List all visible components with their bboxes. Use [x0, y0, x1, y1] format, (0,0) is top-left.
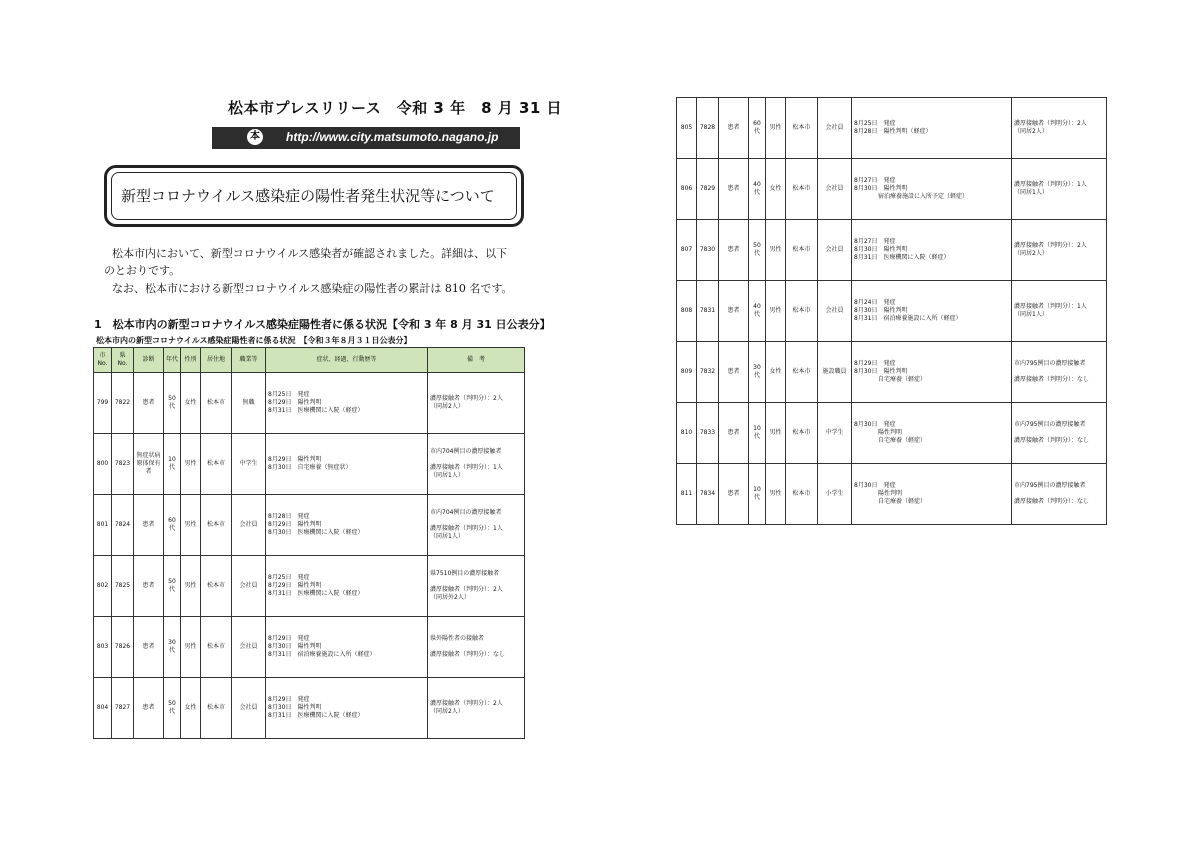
table-row: [677, 403, 1107, 464]
cell-diagnosis: 患者: [134, 617, 164, 678]
cell-pref-no: 7824: [112, 495, 134, 556]
cell-occupation: 会社員: [232, 495, 266, 556]
cell-note: 県外陽性者の接触者 濃厚接触者（判明分）：なし: [428, 617, 525, 678]
cell-city-no: 800: [94, 434, 112, 495]
cell-diagnosis: 患者: [719, 220, 749, 281]
table-header-row: [94, 348, 525, 373]
cell-city-no: 807: [677, 220, 697, 281]
cell-occupation: 会社員: [818, 98, 852, 159]
cell-city-no: 811: [677, 464, 697, 525]
cell-city-no: 803: [94, 617, 112, 678]
cell-residence: 松本市: [786, 342, 818, 403]
cell-age: 50代: [164, 556, 181, 617]
table-row: [94, 556, 525, 617]
cell-pref-no: 7827: [112, 678, 134, 739]
cell-city-no: 805: [677, 98, 697, 159]
cell-sex: 女性: [181, 678, 201, 739]
cell-occupation: 会社員: [818, 281, 852, 342]
document-title-box: [104, 165, 524, 227]
cell-course: 8月30日 発症 陽性判明 自宅療養（軽症）: [852, 403, 1012, 464]
cell-age: 50代: [164, 678, 181, 739]
cell-pref-no: 7828: [697, 98, 719, 159]
table-row: [677, 220, 1107, 281]
cell-sex: 男性: [766, 464, 786, 525]
cell-occupation: 会社員: [232, 617, 266, 678]
table-caption: 松本市内の新型コロナウイルス感染症陽性者に係る状況 【令和３年８月３１日公表分】: [96, 336, 412, 345]
cell-note: 濃厚接触者（判明分）：2人 （同居2人）: [1012, 220, 1107, 281]
cell-diagnosis: 無症状病 原体保有 者: [134, 434, 164, 495]
cell-sex: 女性: [766, 159, 786, 220]
cell-occupation: 小学生: [818, 464, 852, 525]
cell-sex: 男性: [181, 617, 201, 678]
col-header-age: 年代: [164, 348, 181, 373]
cell-residence: 松本市: [786, 281, 818, 342]
cell-diagnosis: 患者: [719, 281, 749, 342]
intro-paragraph-line1: 松本市内において、新型コロナウイルス感染者が確認されました。詳細は、以下: [112, 247, 508, 260]
cell-pref-no: 7833: [697, 403, 719, 464]
table-row: [677, 342, 1107, 403]
cell-residence: 松本市: [201, 495, 232, 556]
cell-course: 8月29日 発症 8月30日 陽性判明 8月31日 医療機関に入院（軽症）: [266, 678, 428, 739]
cell-residence: 松本市: [786, 159, 818, 220]
cell-city-no: 806: [677, 159, 697, 220]
cell-diagnosis: 患者: [134, 495, 164, 556]
cell-diagnosis: 患者: [719, 159, 749, 220]
col-header-pref-no: 県 No.: [112, 348, 134, 373]
cell-course: 8月29日 陽性判明 8月30日 自宅療養（無症状）: [266, 434, 428, 495]
cell-diagnosis: 患者: [719, 98, 749, 159]
cell-note: 濃厚接触者（判明分）：1人 （同居1人）: [1012, 159, 1107, 220]
cell-city-no: 799: [94, 373, 112, 434]
cell-course: 8月27日 発症 8月30日 陽性判明 8月31日 医療機関に入院（軽症）: [852, 220, 1012, 281]
cell-course: 8月29日 発症 8月30日 陽性判明 自宅療養（軽症）: [852, 342, 1012, 403]
cell-course: 8月30日 発症 陽性判明 自宅療養（軽症）: [852, 464, 1012, 525]
cell-note: 濃厚接触者（判明分）：2人 （同居2人）: [428, 373, 525, 434]
col-header-note: 備 考: [428, 348, 525, 373]
cell-diagnosis: 患者: [134, 373, 164, 434]
cell-note: 市内795例目の濃厚接触者 濃厚接触者（判明分）：なし: [1012, 403, 1107, 464]
cell-age: 30代: [164, 617, 181, 678]
cell-residence: 松本市: [201, 434, 232, 495]
cell-note: 市内795例目の濃厚接触者 濃厚接触者（判明分）：なし: [1012, 464, 1107, 525]
intro-paragraph-line2: なお、松本市における新型コロナウイルス感染症の陽性者の累計は 810 名です。: [112, 282, 513, 295]
cell-age: 10代: [749, 403, 766, 464]
cases-table-left: [93, 347, 525, 739]
cell-age: 30代: [749, 342, 766, 403]
press-release-title: 松本市プレスリリース 令和 3 年 8 月 31 日: [228, 99, 563, 117]
cell-occupation: 無職: [232, 373, 266, 434]
cell-note: 市内795例目の濃厚接触者 濃厚接触者（判明分）：なし: [1012, 342, 1107, 403]
cell-residence: 松本市: [786, 220, 818, 281]
cell-city-no: 809: [677, 342, 697, 403]
cell-pref-no: 7825: [112, 556, 134, 617]
cell-note: 濃厚接触者（判明分）：2人 （同居2人）: [428, 678, 525, 739]
cell-pref-no: 7826: [112, 617, 134, 678]
cell-note: 市内704例目の濃厚接触者 濃厚接触者（判明分）：1人 （同居1人）: [428, 495, 525, 556]
cell-pref-no: 7830: [697, 220, 719, 281]
cell-note: 県7510例目の濃厚接触者 濃厚接触者（判明分）：2人 （同居外2人）: [428, 556, 525, 617]
section-heading: 1 松本市内の新型コロナウイルス感染症陽性者に係る状況【令和 3 年 8 月 31 日公表分】: [94, 318, 551, 331]
cell-occupation: 中学生: [818, 403, 852, 464]
cell-sex: 女性: [181, 373, 201, 434]
col-header-diagnosis: 診断: [134, 348, 164, 373]
cell-note: 市内704例目の濃厚接触者 濃厚接触者（判明分）：1人 （同居1人）: [428, 434, 525, 495]
cell-age: 40代: [749, 281, 766, 342]
cell-sex: 男性: [766, 403, 786, 464]
cell-sex: 男性: [766, 98, 786, 159]
cell-occupation: 会社員: [818, 159, 852, 220]
table-row: [677, 98, 1107, 159]
col-header-city-no: 市 No.: [94, 348, 112, 373]
cell-sex: 男性: [181, 556, 201, 617]
cell-diagnosis: 患者: [134, 556, 164, 617]
cell-residence: 松本市: [201, 373, 232, 434]
cell-pref-no: 7822: [112, 373, 134, 434]
url-banner: [212, 127, 520, 149]
cases-table-right: [676, 97, 1107, 525]
cell-city-no: 804: [94, 678, 112, 739]
cell-city-no: 801: [94, 495, 112, 556]
cell-city-no: 810: [677, 403, 697, 464]
cell-residence: 松本市: [786, 98, 818, 159]
table-row: [94, 434, 525, 495]
city-seal-icon: 本: [247, 129, 263, 145]
col-header-residence: 居住地: [201, 348, 232, 373]
city-url-link[interactable]: http://www.city.matsumoto.nagano.jp: [286, 130, 499, 144]
cell-diagnosis: 患者: [719, 403, 749, 464]
cell-age: 60代: [749, 98, 766, 159]
table-row: [94, 678, 525, 739]
cell-pref-no: 7829: [697, 159, 719, 220]
cell-occupation: 会社員: [232, 556, 266, 617]
cell-course: 8月25日 発症 8月28日 陽性判明（軽症）: [852, 98, 1012, 159]
cell-age: 10代: [749, 464, 766, 525]
cell-city-no: 802: [94, 556, 112, 617]
cell-course: 8月24日 発症 8月30日 陽性判明 8月31日 宿泊療養施設に入所（軽症）: [852, 281, 1012, 342]
intro-paragraph-line1b: のとおりです。: [104, 264, 181, 277]
table-row: [677, 464, 1107, 525]
cell-sex: 男性: [181, 434, 201, 495]
table-row: [94, 373, 525, 434]
cell-city-no: 808: [677, 281, 697, 342]
cell-diagnosis: 患者: [719, 464, 749, 525]
col-header-course: 症状、経過、行動歴等: [266, 348, 428, 373]
cell-sex: 男性: [181, 495, 201, 556]
cell-diagnosis: 患者: [719, 342, 749, 403]
cell-residence: 松本市: [786, 464, 818, 525]
cell-residence: 松本市: [201, 617, 232, 678]
cell-residence: 松本市: [201, 678, 232, 739]
cell-age: 50代: [749, 220, 766, 281]
cell-course: 8月25日 発症 8月29日 陽性判明 8月31日 医療機関に入院（軽症）: [266, 373, 428, 434]
cell-sex: 男性: [766, 281, 786, 342]
cell-course: 8月27日 発症 8月30日 陽性判明 宿泊療養施設に入所予定（軽症）: [852, 159, 1012, 220]
cell-age: 50代: [164, 373, 181, 434]
cell-pref-no: 7832: [697, 342, 719, 403]
cell-occupation: 中学生: [232, 434, 266, 495]
cell-pref-no: 7831: [697, 281, 719, 342]
table-row: [677, 159, 1107, 220]
cell-sex: 男性: [766, 220, 786, 281]
cell-course: 8月29日 発症 8月30日 陽性判明 8月31日 宿泊療養施設に入所（軽症）: [266, 617, 428, 678]
cell-sex: 女性: [766, 342, 786, 403]
col-header-occupation: 職業等: [232, 348, 266, 373]
table-row: [94, 617, 525, 678]
cell-pref-no: 7834: [697, 464, 719, 525]
table-row: [677, 281, 1107, 342]
cell-age: 10代: [164, 434, 181, 495]
document-title: 新型コロナウイルス感染症の陽性者発生状況等について: [121, 187, 495, 205]
cell-residence: 松本市: [201, 556, 232, 617]
cell-occupation: 会社員: [232, 678, 266, 739]
cell-course: 8月25日 発症 8月29日 陽性判明 8月31日 医療機関に入院（軽症）: [266, 556, 428, 617]
cell-pref-no: 7823: [112, 434, 134, 495]
cell-note: 濃厚接触者（判明分）：2人 （同居2人）: [1012, 98, 1107, 159]
cell-course: 8月28日 発症 8月29日 陽性判明 8月30日 医療機関に入院（軽症）: [266, 495, 428, 556]
cell-occupation: 施設職員: [818, 342, 852, 403]
cell-age: 60代: [164, 495, 181, 556]
cell-diagnosis: 患者: [134, 678, 164, 739]
table-row: [94, 495, 525, 556]
cell-age: 40代: [749, 159, 766, 220]
col-header-sex: 性別: [181, 348, 201, 373]
cell-occupation: 会社員: [818, 220, 852, 281]
cell-residence: 松本市: [786, 403, 818, 464]
cell-note: 濃厚接触者（判明分）：1人 （同居1人）: [1012, 281, 1107, 342]
